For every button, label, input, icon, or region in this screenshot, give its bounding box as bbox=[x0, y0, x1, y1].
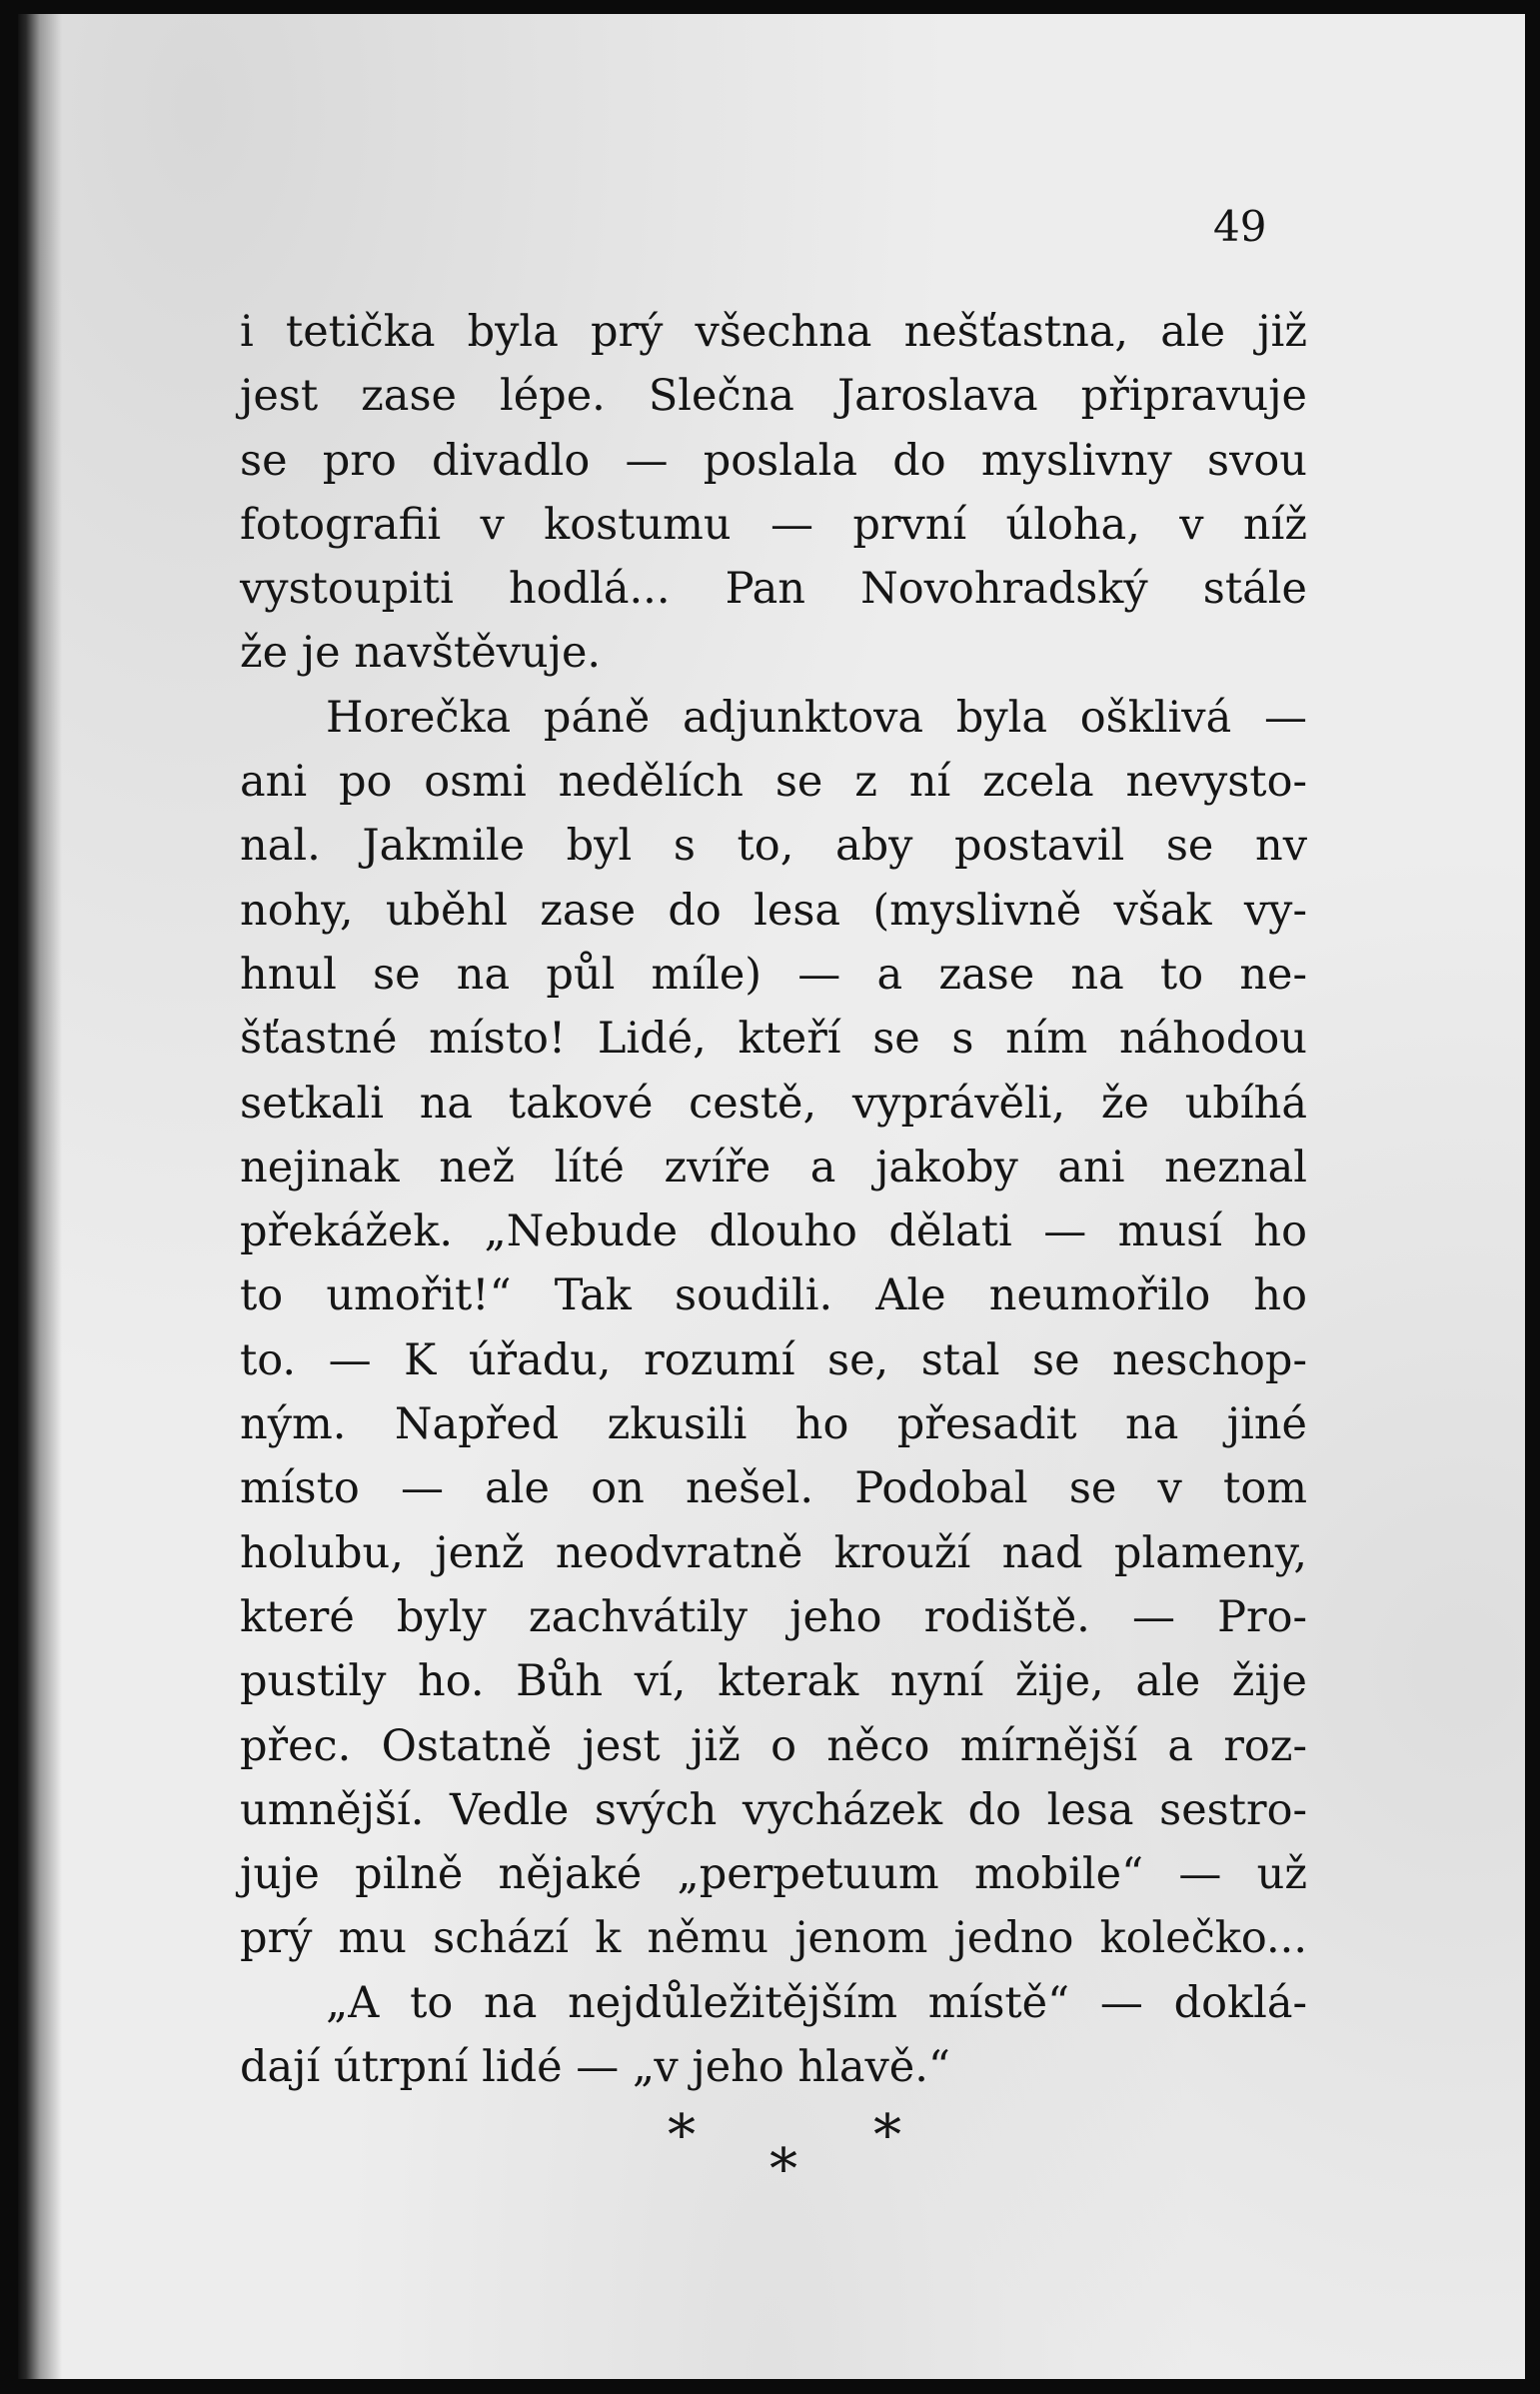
asterisk-right: * bbox=[873, 2103, 901, 2168]
text-line: hnul se na půl míle) — a zase na to ne- bbox=[240, 949, 1307, 1000]
page-binding-edge bbox=[18, 14, 62, 2379]
text-line: setkali na takové cestě, vyprávěli, že ubíhá bbox=[240, 1078, 1307, 1129]
text-line: ani po osmi nedělích se z ní zcela nevysto- bbox=[240, 757, 1307, 808]
text-line: se pro divadlo — poslala do myslivny svou bbox=[240, 435, 1307, 486]
text-line: „A to na nejdůležitějším místě“ — doklá- bbox=[326, 1977, 1307, 2028]
text-line: prý mu schází k němu jenom jedno kolečko... bbox=[240, 1913, 1307, 1964]
text-line: jest zase lépe. Slečna Jaroslava připravuje bbox=[240, 371, 1307, 422]
text-line: Horečka páně adjunktova byla ošklivá — bbox=[326, 692, 1307, 743]
text-line: které byly zachvátily jeho rodiště. — Pro- bbox=[240, 1591, 1307, 1642]
text-line: pustily ho. Bůh ví, kterak nyní žije, ale žije bbox=[240, 1656, 1307, 1707]
text-line: fotografii v kostumu — první úloha, v níž bbox=[240, 499, 1307, 550]
body-text bbox=[240, 300, 1307, 2099]
text-line: ným. Napřed zkusili ho přesadit na jiné bbox=[240, 1399, 1307, 1450]
text-line: místo — ale on nešel. Podobal se v tom bbox=[240, 1463, 1307, 1514]
text-line: přec. Ostatně jest již o něco mírnější a roz- bbox=[240, 1720, 1307, 1771]
text-line: překážek. „Nebude dlouho dělati — musí ho bbox=[240, 1206, 1307, 1257]
text-line: to umořit!“ Tak soudili. Ale neumořilo ho bbox=[240, 1270, 1307, 1321]
text-line: nal. Jakmile byl s to, aby postavil se nv bbox=[240, 821, 1307, 872]
text-line: nohy, uběhl zase do lesa (myslivně však vy- bbox=[240, 885, 1307, 936]
text-line: vystoupiti hodlá... Pan Novohradský stále bbox=[240, 564, 1307, 615]
text-line: nejinak než líté zvíře a jakoby ani neznal bbox=[240, 1142, 1307, 1193]
text-line: umnější. Vedle svých vycházek do lesa sestro- bbox=[240, 1784, 1307, 1835]
book-page bbox=[18, 14, 1525, 2379]
text-line: dají útrpní lidé — „v jeho hlavě.“ bbox=[240, 2042, 950, 2093]
text-line: i tetička byla prý všechna nešťastna, ale již bbox=[240, 307, 1307, 357]
text-line: šťastné místo! Lidé, kteří se s ním náhodou bbox=[240, 1014, 1307, 1065]
text-line: že je navštěvuje. bbox=[240, 628, 602, 679]
section-break-asterism bbox=[658, 2103, 937, 2202]
page-number: 49 bbox=[1213, 202, 1267, 251]
text-line: to. — K úřadu, rozumí se, stal se neschop- bbox=[240, 1334, 1307, 1385]
text-line: juje pilně nějaké „perpetuum mobile“ — už bbox=[240, 1849, 1307, 1900]
text-line: holubu, jenž neodvratně krouží nad plameny, bbox=[240, 1527, 1307, 1578]
asterisk-middle: * bbox=[770, 2137, 797, 2202]
asterisk-left: * bbox=[668, 2103, 696, 2168]
